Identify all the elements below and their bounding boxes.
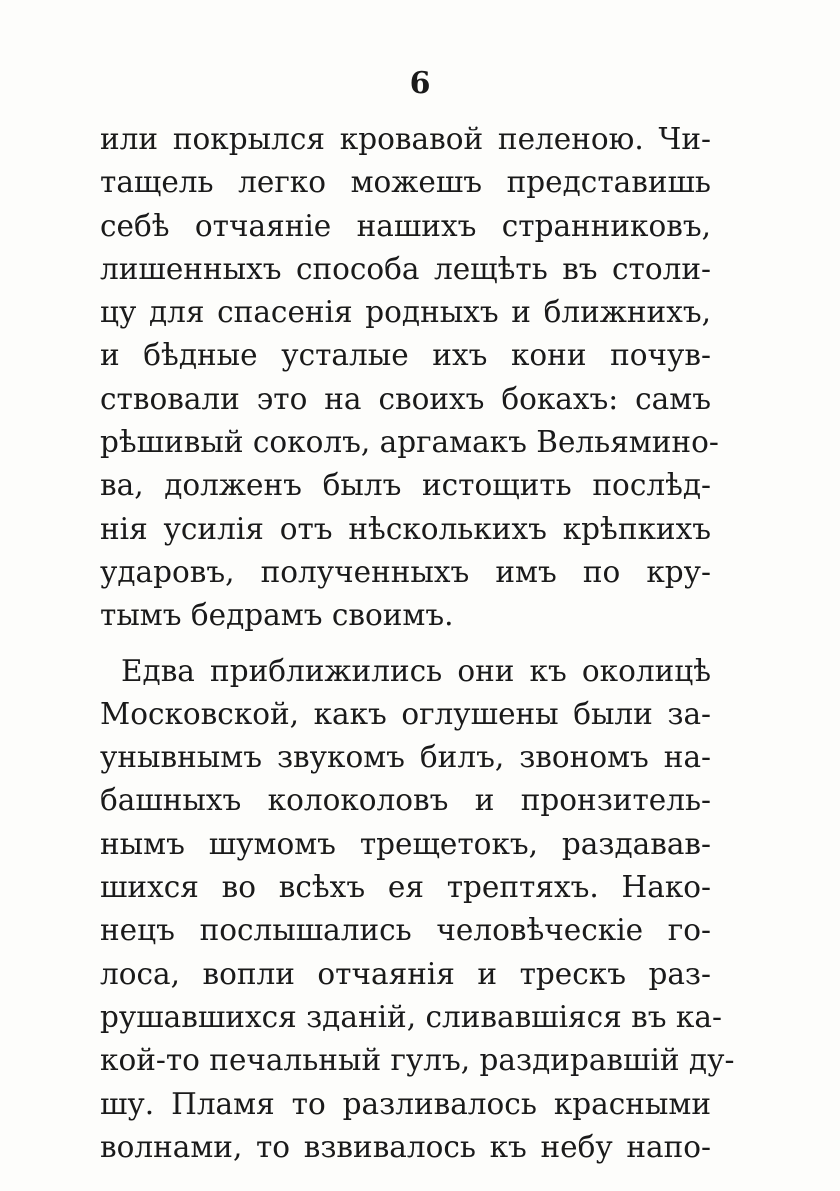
paragraph-2 [100,650,735,1170]
text-line: волнами, то взвивалось къ небу напо- [100,1129,711,1164]
text-line: лоса, вопли отчаянія и трескъ раз- [100,956,711,991]
body-text [100,118,735,1169]
text-line: Московской, какъ оглушены были за- [100,696,711,731]
text-line: ва, долженъ былъ истощить послѣд- [100,468,711,503]
text-line: цу для спасенія родныхъ и ближнихъ, [100,295,711,330]
text-line: рушавшихся зданій, сливавшіяся въ ка- [100,999,722,1034]
text-line: себѣ отчаяніе нашихъ странниковъ, [100,208,711,243]
text-line: башныхъ колоколовъ и пронзитель- [100,783,711,818]
text-line: тымъ бедрамъ своимъ. [100,598,454,633]
text-line: нецъ послышались человѣческіе го- [100,913,711,948]
text-line: нія усилія отъ нѣсколькихъ крѣпкихъ [100,511,711,546]
paragraph-1 [100,118,719,638]
text-line: нымъ шумомъ трещетокъ, раздавав- [100,826,711,861]
text-line: ударовъ, полученныхъ имъ по кру- [100,554,711,589]
text-line: кой-то печальный гулъ, раздиравшій ду- [100,1043,735,1078]
text-line: Едва приближились они къ околицѣ [121,653,711,688]
text-line: унывнымъ звукомъ билъ, звономъ на- [100,740,711,775]
page-number: 6 [409,66,431,101]
text-line: рѣшивый соколъ, аргамакъ Вельямино- [100,425,719,460]
text-line: тащель легко можешъ представишь [100,165,711,200]
text-line: шихся во всѣхъ ея трептяхъ. Нако- [100,870,711,905]
text-line: лишенныхъ способа лещѣть въ столи- [100,251,711,286]
text-line: или покрылся кровавой пеленою. Чи- [100,122,711,156]
text-line: шу. Пламя то разливалось красными [100,1086,711,1121]
text-line: и бѣдные усталые ихъ кони почув- [100,338,711,373]
text-line: ствовали это на своихъ бокахъ: самъ [100,381,711,416]
